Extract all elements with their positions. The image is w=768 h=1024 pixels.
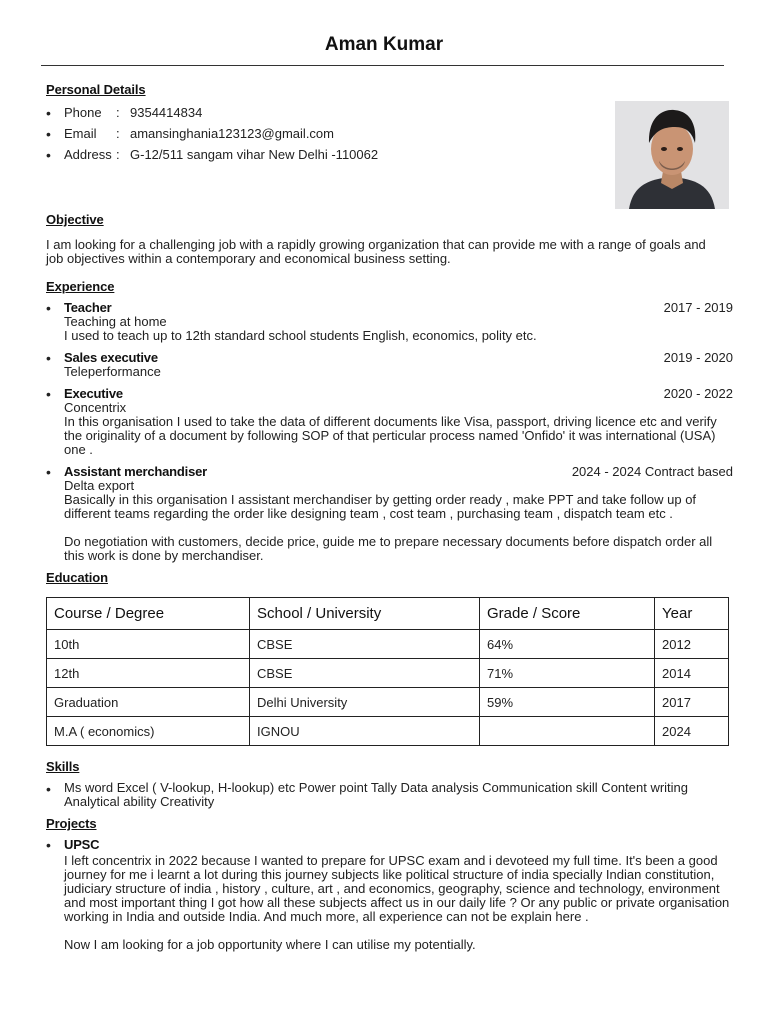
table-cell: 12th [47, 659, 250, 688]
job-company: Concentrix [64, 400, 127, 415]
table-header-row [47, 598, 729, 630]
table-cell [480, 717, 655, 746]
skills-text: Ms word Excel ( V-lookup, H-lookup) etc Power point Tally Data analysis Communication skill Content writing Analytical ability Creativity [64, 780, 689, 809]
job-dates: 2020 - 2022 [663, 386, 733, 401]
job-title: Executive [64, 386, 123, 401]
candidate-name: Aman Kumar [324, 34, 444, 55]
phone-row [46, 104, 606, 125]
table-cell: CBSE [250, 659, 480, 688]
colon: : [116, 147, 120, 162]
projects-list [46, 838, 733, 952]
table-cell: M.A ( economics) [47, 717, 250, 746]
table-cell: CBSE [250, 630, 480, 659]
skills-heading: Skills [46, 759, 80, 774]
table-cell: 10th [47, 630, 250, 659]
personal-details-list [46, 104, 606, 167]
experience-list [46, 301, 733, 563]
job-title: Sales executive [64, 350, 158, 365]
job-dates: 2017 - 2019 [663, 300, 733, 315]
column-header: Course / Degree [47, 598, 250, 630]
email-value: amansinghania123123@gmail.com [130, 126, 334, 141]
table-cell: 2014 [655, 659, 729, 688]
bullet-icon: • [46, 781, 51, 797]
job-dates: 2024 - 2024 Contract based [571, 464, 733, 479]
header-divider [41, 65, 724, 66]
experience-item [46, 465, 733, 563]
job-title: Assistant merchandiser [64, 464, 207, 479]
table-cell: Delhi University [250, 688, 480, 717]
experience-item [46, 351, 733, 379]
table-cell: 59% [480, 688, 655, 717]
colon: : [116, 126, 120, 141]
job-company: Teleperformance [64, 364, 161, 379]
job-description: Basically in this organisation I assistant merchandiser by getting order ready , make PPT and take follow up of different teams regarding the order like designing team , cost team , purchasing team , dispatch team etc . [64, 492, 697, 521]
bullet-icon: • [46, 147, 51, 163]
profile-photo [615, 101, 729, 209]
table-cell: Graduation [47, 688, 250, 717]
job-description: In this organisation I used to take the data of different documents like Visa, passport, driving licence etc and verify the originality of a document by following SOP of that perticular process named 'Onfido' it was international (USA) one . [64, 414, 717, 457]
bullet-icon: • [46, 837, 51, 853]
skills-list [46, 781, 733, 809]
phone-label: Phone [64, 105, 102, 120]
column-header: Grade / Score [480, 598, 655, 630]
objective-heading: Objective [46, 212, 104, 227]
project-description: I left concentrix in 2022 because I wanted to prepare for UPSC exam and i devoteed my full time. It's been a good journey for me i learnt a lot during this journey subjects like political structure of india specially Indian constitution, judiciary structure of india , history , culture, art , and economics, geography, science and technology, environment and most important thing I got how all these subjects affect us in our daily life ? Or any public or private organisation working in India and outside India. And much more, all experience can not be explain here . [64, 853, 730, 924]
table-row [47, 688, 729, 717]
table-row [47, 630, 729, 659]
job-dates: 2019 - 2020 [663, 350, 733, 365]
projects-heading: Projects [46, 816, 97, 831]
project-title: UPSC [64, 837, 100, 852]
bullet-icon: • [46, 300, 51, 316]
experience-item [46, 387, 733, 457]
job-title: Teacher [64, 300, 112, 315]
column-header: School / University [250, 598, 480, 630]
table-cell: IGNOU [250, 717, 480, 746]
personal-details-heading: Personal Details [46, 82, 146, 97]
bullet-icon: • [46, 126, 51, 142]
job-description-extra: Do negotiation with customers, decide price, guide me to prepare necessary documents before dispatch order all this work is done by merchandiser. [64, 534, 713, 563]
address-value: G-12/511 sangam vihar New Delhi -110062 [130, 147, 379, 162]
bullet-icon: • [46, 350, 51, 366]
job-description: I used to teach up to 12th standard school students English, economics, polity etc. [64, 328, 537, 343]
table-row [47, 659, 729, 688]
email-row [46, 125, 606, 146]
project-description-extra: Now I am looking for a job opportunity where I can utilise my potentially. [64, 937, 476, 952]
objective-text: I am looking for a challenging job with a rapidly growing organization that can provide me with a range of goals and job objectives within a contemporary and economical business setting. [46, 237, 706, 266]
table-cell: 2012 [655, 630, 729, 659]
job-company: Teaching at home [64, 314, 167, 329]
phone-value: 9354414834 [130, 105, 203, 120]
bullet-icon: • [46, 105, 51, 121]
bullet-icon: • [46, 386, 51, 402]
bullet-icon: • [46, 464, 51, 480]
column-header: Year [655, 598, 729, 630]
table-cell: 71% [480, 659, 655, 688]
education-table [46, 597, 729, 746]
experience-item [46, 301, 733, 343]
education-heading: Education [46, 570, 108, 585]
table-cell: 64% [480, 630, 655, 659]
table-cell: 2017 [655, 688, 729, 717]
colon: : [116, 105, 120, 120]
experience-heading: Experience [46, 279, 115, 294]
person-photo-icon [615, 101, 729, 209]
address-row [46, 146, 606, 167]
table-row [47, 717, 729, 746]
job-company: Delta export [64, 478, 135, 493]
address-label: Address [64, 147, 112, 162]
table-cell: 2024 [655, 717, 729, 746]
email-label: Email [64, 126, 97, 141]
